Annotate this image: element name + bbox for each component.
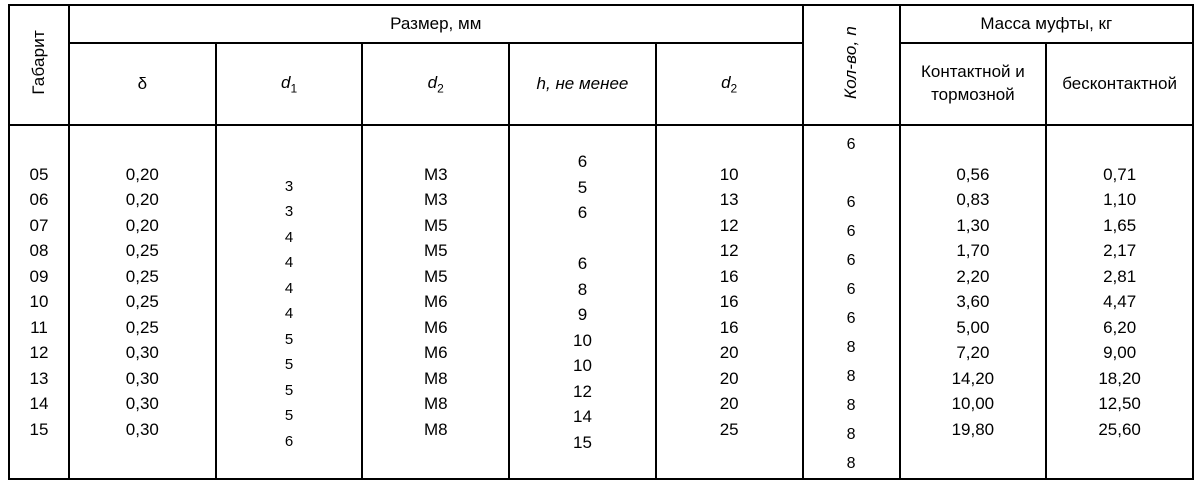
header-massa-noncontact: бесконтактной — [1046, 43, 1193, 125]
list-d1 — [217, 150, 362, 455]
cell-value: 20 — [719, 343, 739, 363]
cell-h-column — [509, 125, 656, 479]
list-d2 — [363, 162, 508, 443]
cell-value: 10 — [29, 292, 49, 312]
cell-value: 10 — [573, 330, 592, 350]
cell-value: 0,25 — [125, 317, 159, 337]
cell-gabarit-column — [9, 125, 69, 479]
cell-value: М8 — [423, 394, 448, 414]
cell-value: 6 — [846, 252, 856, 269]
cell-value: 15 — [573, 432, 592, 452]
cell-value: 2,20 — [956, 266, 990, 286]
cell-value: 07 — [29, 215, 49, 235]
cell-value: 5 — [284, 381, 294, 399]
cell-value: 16 — [719, 266, 739, 286]
header-group-massa: Масса муфты, кг — [900, 5, 1193, 43]
header-d2b — [656, 43, 803, 125]
cell-value: 6 — [846, 194, 856, 211]
cell-n-column — [803, 125, 900, 479]
cell-value: 13 — [719, 190, 739, 210]
cell-value: 0,30 — [125, 419, 159, 439]
cell-value: 5 — [284, 356, 294, 374]
cell-value: М5 — [423, 241, 448, 261]
list-n — [804, 126, 899, 478]
cell-value: М8 — [423, 419, 448, 439]
cell-value: 12 — [573, 381, 592, 401]
cell-value: 0,30 — [125, 343, 159, 363]
cell-value: 4 — [284, 279, 294, 297]
cell-value: 19,80 — [951, 419, 995, 439]
cell-value: 8 — [846, 339, 856, 356]
cell-value: 18,20 — [1098, 368, 1141, 388]
list-massa-contact — [901, 162, 1046, 443]
cell-value: М8 — [423, 368, 448, 388]
cell-value: 15 — [29, 419, 49, 439]
cell-value: 20 — [719, 394, 739, 414]
cell-value: 14 — [573, 407, 592, 426]
specification-table — [8, 4, 1194, 480]
cell-value: 1,65 — [1103, 215, 1137, 235]
cell-value: 0,83 — [956, 190, 990, 210]
cell-value: 9 — [577, 305, 588, 324]
cell-value: 0,56 — [956, 164, 990, 184]
cell-value: 0,20 — [125, 215, 159, 235]
header-gabarit-label: Габарит — [29, 30, 48, 95]
list-massa-noncontact — [1047, 162, 1192, 443]
cell-value: 8 — [846, 426, 856, 443]
cell-value: 11 — [30, 317, 48, 337]
cell-value — [580, 226, 585, 252]
cell-delta-column — [69, 125, 216, 479]
cell-value: 2,17 — [1103, 241, 1137, 261]
cell-value: М5 — [423, 215, 448, 235]
cell-value: М6 — [423, 317, 448, 337]
cell-massa-contact-column — [900, 125, 1047, 479]
header-h — [509, 43, 656, 125]
cell-value: 09 — [29, 266, 49, 286]
cell-value: 25 — [719, 419, 739, 439]
cell-value: 1,70 — [956, 241, 990, 261]
cell-value: 4 — [284, 305, 294, 323]
header-d2b-letter: d — [721, 72, 731, 92]
cell-value: 6 — [846, 136, 856, 153]
cell-value: 12,50 — [1098, 394, 1141, 414]
header-kolvo — [803, 5, 900, 125]
cell-value: 8 — [846, 455, 856, 472]
cell-value: 5 — [284, 407, 294, 425]
header-h-label: h, не менее — [536, 74, 629, 93]
header-massa-contact-line1: Контактной и — [920, 62, 1025, 82]
header-d1-letter: d — [280, 72, 291, 92]
cell-value: 0,25 — [125, 292, 159, 312]
header-d1 — [216, 43, 363, 125]
cell-massa-noncontact-column — [1046, 125, 1193, 479]
cell-value: 0,20 — [125, 164, 159, 184]
cell-value: 20 — [719, 368, 739, 388]
cell-d2-column — [362, 125, 509, 479]
header-d2 — [362, 43, 509, 125]
cell-value: 6 — [577, 254, 588, 273]
cell-value: 0,25 — [125, 266, 159, 286]
cell-value: 6 — [846, 223, 856, 240]
cell-value: 05 — [29, 164, 49, 184]
cell-value: 1,10 — [1103, 190, 1137, 210]
cell-value: М3 — [423, 164, 448, 184]
cell-value: 3 — [284, 177, 294, 195]
header-massa-contact-line2: тормозной — [931, 85, 1015, 104]
cell-value: 0,30 — [125, 394, 159, 414]
cell-value: 6 — [846, 281, 856, 298]
cell-value: 4 — [284, 254, 294, 272]
cell-value: 7,20 — [956, 343, 990, 363]
list-delta — [70, 162, 215, 443]
table-body — [9, 125, 1193, 479]
header-group-razmer: Размер, мм — [69, 5, 803, 43]
cell-value: 10,00 — [951, 394, 995, 414]
cell-value: 14 — [29, 394, 49, 414]
cell-value: 8 — [577, 279, 588, 299]
cell-value: 5 — [577, 177, 588, 197]
cell-value: 6 — [577, 203, 588, 222]
cell-value: 5 — [284, 330, 294, 348]
header-delta: δ — [69, 43, 216, 125]
header-d1-sub: 1 — [290, 81, 298, 96]
cell-value: 13 — [29, 368, 49, 388]
header-row-subs — [9, 43, 1193, 125]
header-d2-letter: d — [427, 72, 438, 92]
cell-value: 0,20 — [125, 190, 159, 210]
list-h — [510, 149, 655, 455]
cell-value: 6 — [577, 152, 588, 171]
header-d2b-sub: 2 — [730, 81, 738, 96]
header-d2-sub: 2 — [437, 81, 444, 96]
header-kolvo-label: Кол-во, n — [841, 25, 861, 99]
cell-value: 0,71 — [1103, 164, 1137, 184]
cell-value: 25,60 — [1098, 419, 1141, 439]
cell-value: 06 — [29, 190, 49, 210]
cell-value: М5 — [423, 266, 448, 286]
cell-value: 8 — [846, 368, 856, 385]
cell-value: 9,00 — [1103, 343, 1137, 363]
cell-value: 10 — [719, 164, 739, 184]
table-header — [9, 5, 1193, 125]
header-gabarit — [9, 5, 69, 125]
cell-value: 6 — [846, 310, 856, 327]
cell-value: 12 — [719, 241, 739, 261]
cell-value: М3 — [423, 190, 448, 210]
header-massa-contact — [900, 43, 1047, 125]
cell-value: 5,00 — [956, 317, 990, 337]
cell-value: 3 — [284, 203, 294, 221]
cell-value: 16 — [719, 292, 739, 312]
cell-value: 12 — [29, 343, 49, 363]
cell-d1-column — [216, 125, 363, 479]
cell-value: М6 — [423, 292, 448, 312]
cell-value: 3,60 — [956, 292, 990, 312]
cell-value: 6 — [284, 432, 294, 450]
list-d2b — [657, 162, 802, 443]
table-sheet — [0, 4, 1203, 472]
cell-value: 14,20 — [951, 368, 995, 388]
cell-value: 16 — [719, 317, 739, 337]
cell-d2b-column — [656, 125, 803, 479]
list-gabarit — [10, 162, 68, 443]
cell-value: 2,81 — [1103, 266, 1137, 286]
cell-value: 12 — [719, 215, 739, 235]
cell-value: 8 — [846, 397, 856, 414]
cell-value: 4,47 — [1103, 292, 1137, 312]
cell-value: 0,30 — [125, 368, 159, 388]
cell-value — [849, 159, 853, 188]
cell-value: 1,30 — [956, 215, 990, 235]
table-row — [9, 125, 1193, 479]
cell-value: 10 — [573, 356, 592, 375]
cell-value: М6 — [423, 343, 448, 363]
header-row-groups — [9, 5, 1193, 43]
cell-value: 08 — [29, 241, 49, 261]
cell-value: 4 — [284, 228, 294, 246]
cell-value: 0,25 — [125, 241, 159, 261]
cell-value: 6,20 — [1103, 317, 1137, 337]
